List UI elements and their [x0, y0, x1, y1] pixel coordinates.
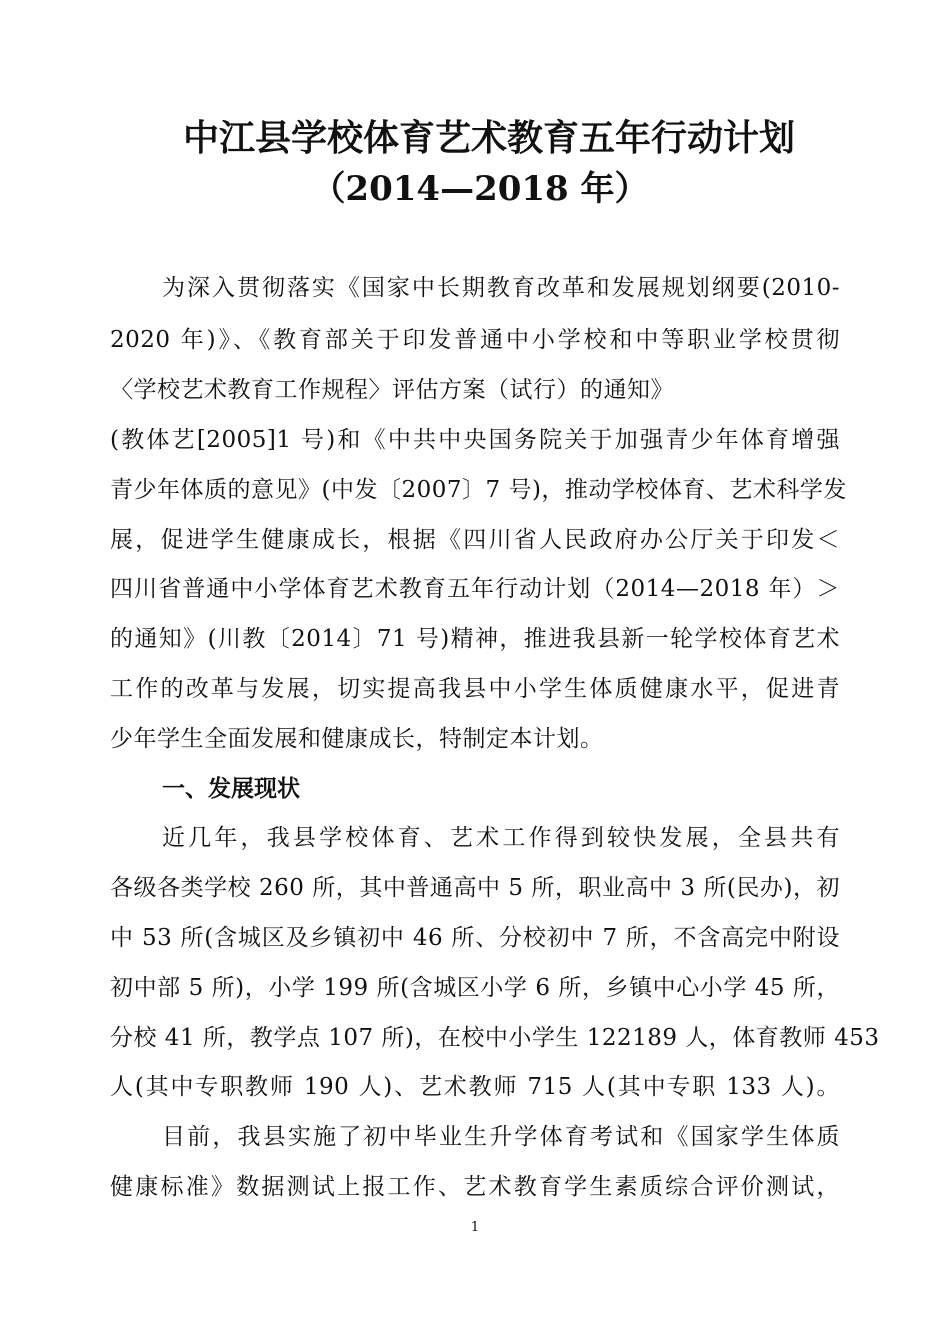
intro-line: (教体艺[2005]1 号)和《中共中央国务院关于加强青少年体育增强	[110, 427, 840, 453]
section-heading: 一、发展现状	[162, 775, 300, 802]
section1-line: 分校 41 所，教学点 107 所)，在校中小学生 122189 人，体育教师 453	[110, 1025, 880, 1051]
intro-line: 少年学生全面发展和健康成长，特制定本计划。	[110, 726, 604, 752]
section1-line: 近几年，我县学校体育、艺术工作得到较快发展，全县共有	[162, 825, 840, 851]
section1-para2-line: 健康标准》数据测试上报工作、艺术教育学生素质综合评价测试，	[110, 1174, 840, 1200]
intro-line: 青少年体质的意见》(中发〔2007〕7 号)，推动学校体育、艺术科学发	[110, 477, 847, 503]
section1-line: 初中部 5 所)，小学 199 所(含城区小学 6 所，乡镇中心小学 45 所，	[110, 975, 840, 1001]
section1-line: 中 53 所(含城区及乡镇初中 46 所、分校初中 7 所，不含高完中附设	[110, 925, 840, 951]
section1-line: 人(其中专职教师 190 人)、艺术教师 715 人(其中专职 133 人)。	[110, 1074, 840, 1100]
page-number: 1	[470, 1220, 480, 1235]
document-subtitle: （2014—2018 年）	[311, 169, 649, 209]
intro-line: 展，促进学生健康成长，根据《四川省人民政府办公厅关于印发＜	[110, 527, 840, 553]
section1-para2-line: 目前，我县实施了初中毕业生升学体育考试和《国家学生体质	[162, 1124, 840, 1150]
intro-line: 工作的改革与发展，切实提高我县中小学生体质健康水平，促进青	[110, 676, 840, 702]
intro-line: 的通知》(川教〔2014〕71 号)精神，推进我县新一轮学校体育艺术	[110, 626, 840, 652]
document-title: 中江县学校体育艺术教育五年行动计划	[182, 117, 795, 159]
intro-line: 为深入贯彻落实《国家中长期教育改革和发展规划纲要(2010-	[162, 275, 840, 301]
section1-line: 各级各类学校 260 所，其中普通高中 5 所，职业高中 3 所(民办)，初	[110, 875, 840, 901]
intro-line: 2020 年)》、《教育部关于印发普通中小学校和中等职业学校贯彻	[110, 327, 840, 353]
intro-line: 〈学校艺术教育工作规程〉评估方案（试行）的通知》	[110, 377, 674, 403]
intro-line: 四川省普通中小学体育艺术教育五年行动计划（2014—2018 年）＞	[110, 576, 840, 602]
